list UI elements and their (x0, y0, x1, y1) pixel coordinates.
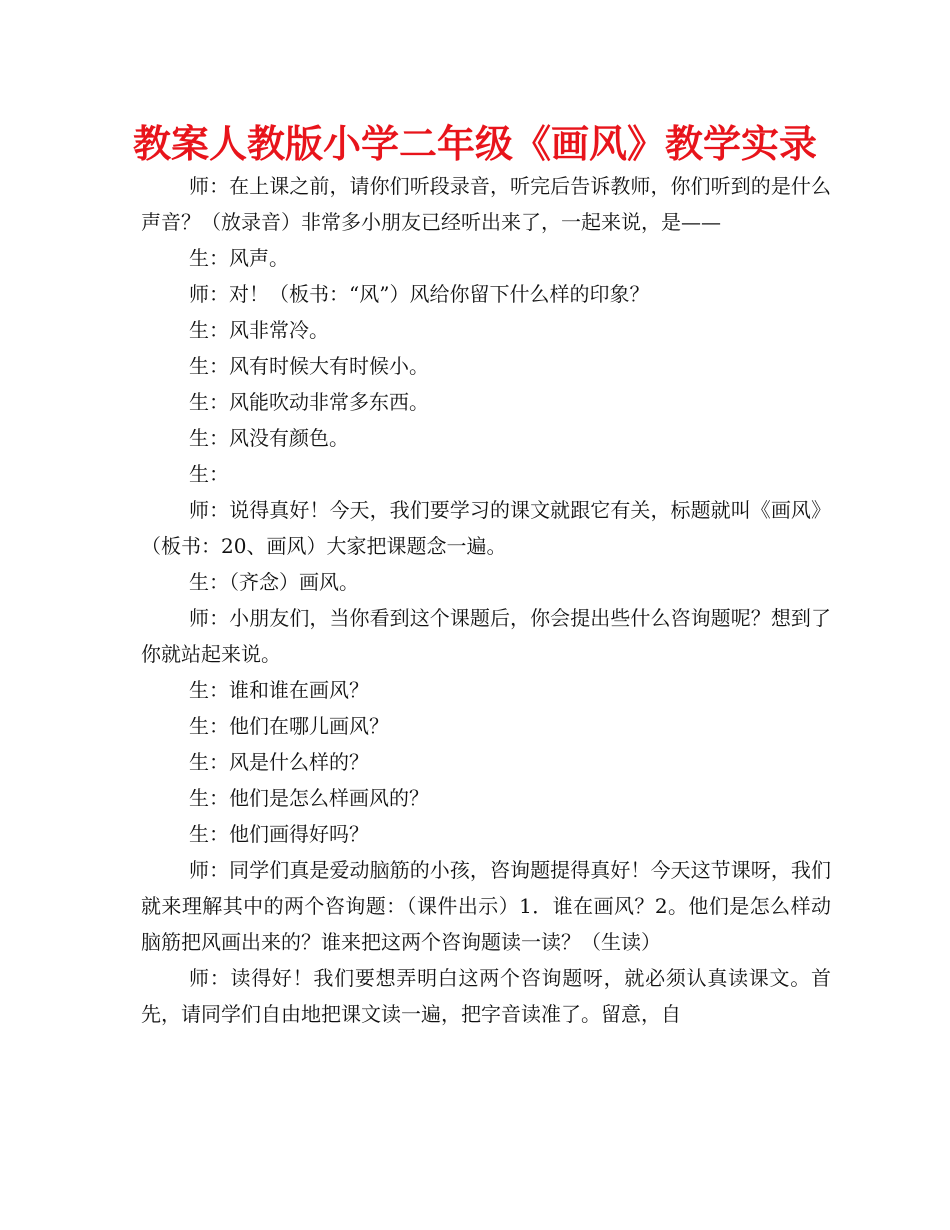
document-title: 教案人教版小学二年级《画风》教学实录 (132, 122, 817, 166)
paragraph: 生：风是什么样的？ (189, 750, 369, 774)
paragraph: 生：风没有颜色。 (189, 426, 349, 450)
paragraph: 师：在上课之前，请你们听段录音，听完后告诉教师，你们听到的是什么声音？（放录音）非常多小朋友已经听出来了，一起来说，是—— (141, 174, 831, 234)
paragraph: 师：读得好！我们要想弄明白这两个咨询题呀，就必须认真读课文。首先，请同学们自由地把课文读一遍，把字音读准了。留意，自 (141, 966, 831, 1026)
paragraph: 生：他们画得好吗？ (189, 822, 369, 846)
paragraph: 生：他们在哪儿画风？ (189, 714, 389, 738)
paragraph: 生：（齐念）画风。 (189, 570, 359, 594)
paragraph: 师：小朋友们，当你看到这个课题后，你会提出些什么咨询题呢？想到了你就站起来说。 (141, 606, 831, 666)
paragraph: 师：同学们真是爱动脑筋的小孩，咨询题提得真好！今天这节课呀，我们就来理解其中的两个咨询题：（课件出示）1．谁在画风？2。他们是怎么样动脑筋把风画出来的？谁来把这两个咨询题读一读？（生读） (141, 858, 831, 954)
paragraph: 师：说得真好！今天，我们要学习的课文就跟它有关，标题就叫《画风》（板书：20、画风）大家把课题念一遍。 (141, 498, 831, 558)
paragraph: 生：风非常冷。 (189, 318, 329, 342)
paragraph: 师：对！（板书：“风”）风给你留下什么样的印象？ (189, 282, 650, 306)
paragraph: 生：风声。 (189, 246, 289, 270)
paragraph: 生：他们是怎么样画风的？ (189, 786, 429, 810)
paragraph: 生： (189, 462, 229, 486)
document-body (141, 168, 831, 1032)
paragraph: 生：风有时候大有时候小。 (189, 354, 429, 378)
paragraph: 生：谁和谁在画风？ (189, 678, 369, 702)
paragraph: 生：风能吹动非常多东西。 (189, 390, 429, 414)
